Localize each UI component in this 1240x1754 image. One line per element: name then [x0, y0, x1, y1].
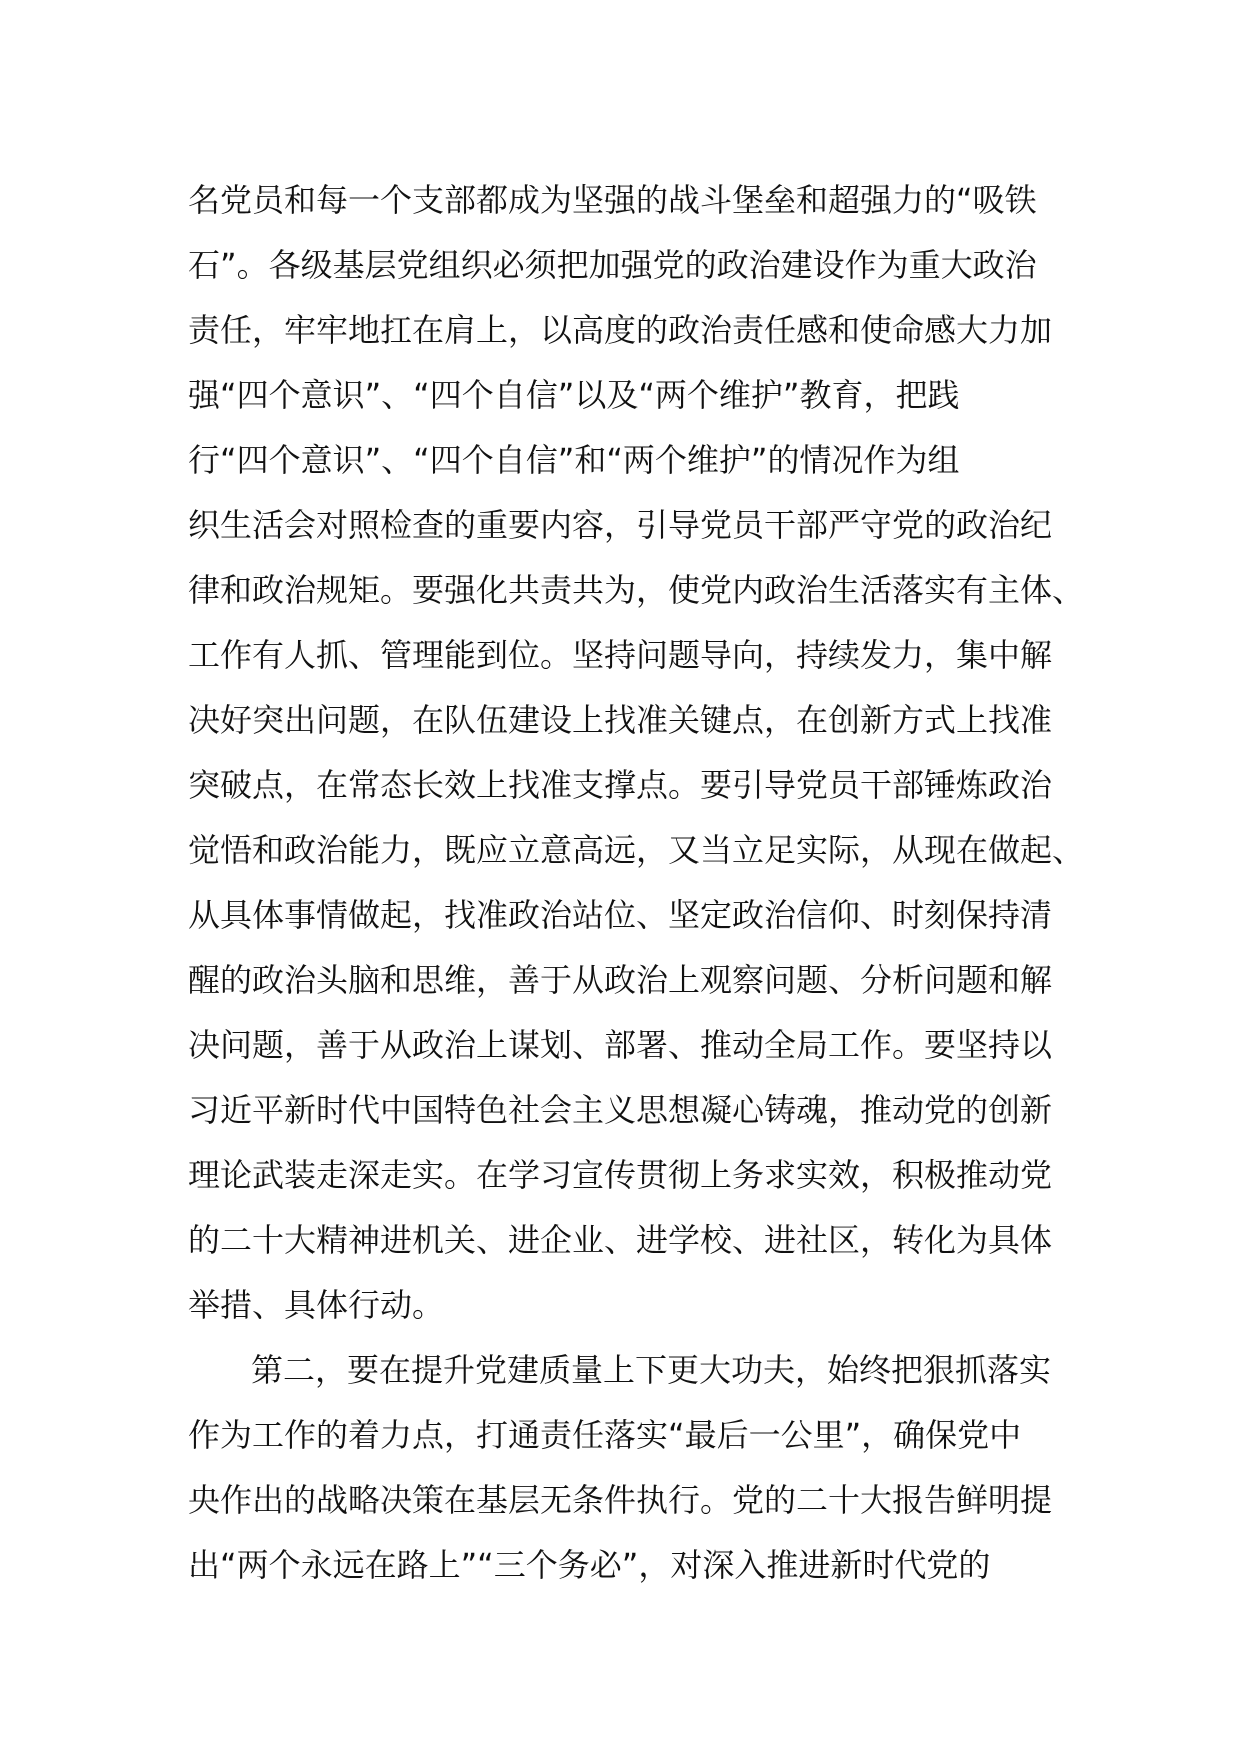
document-body — [188, 168, 1088, 1598]
paragraph-1-line-7: 律和政治规矩。要强化共责共为，使党内政治生活落实有主体、 — [188, 571, 1085, 609]
paragraph-1-line-18: 举措、具体行动。 — [188, 1286, 445, 1324]
paragraph-1-line-5: 行“四个意识”、“四个自信”和“两个维护”的情况作为组 — [188, 441, 960, 479]
paragraph-1-line-3: 责任，牢牢地扛在肩上，以高度的政治责任感和使命感大力加 — [188, 311, 1053, 349]
paragraph-1-line-9: 决好突出问题，在队伍建设上找准关键点，在创新方式上找准 — [188, 701, 1053, 739]
paragraph-1 — [188, 168, 1088, 1338]
paragraph-1-line-13: 醒的政治头脑和思维，善于从政治上观察问题、分析问题和解 — [188, 961, 1053, 999]
paragraph-1-line-16: 理论武装走深走实。在学习宣传贯彻上务求实效，积极推动党 — [188, 1156, 1053, 1194]
paragraph-2-line-1: 第二，要在提升党建质量上下更大功夫，始终把狠抓落实 — [251, 1351, 1052, 1389]
paragraph-1-line-14: 决问题，善于从政治上谋划、部署、推动全局工作。要坚持以 — [188, 1026, 1053, 1064]
paragraph-1-line-12: 从具体事情做起，找准政治站位、坚定政治信仰、时刻保持清 — [188, 896, 1053, 934]
paragraph-2 — [188, 1338, 1088, 1598]
paragraph-1-line-2: 石”。各级基层党组织必须把加强党的政治建设作为重大政治 — [188, 246, 1037, 284]
paragraph-2-line-4: 出“两个永远在路上”“三个务必”，对深入推进新时代党的 — [188, 1546, 991, 1584]
paragraph-1-line-4: 强“四个意识”、“四个自信”以及“两个维护”教育，把践 — [188, 376, 960, 414]
paragraph-1-line-10: 突破点，在常态长效上找准支撑点。要引导党员干部锤炼政治 — [188, 766, 1053, 804]
paragraph-1-line-15: 习近平新时代中国特色社会主义思想凝心铸魂，推动党的创新 — [188, 1091, 1053, 1129]
paragraph-1-line-17: 的二十大精神进机关、进企业、进学校、进社区，转化为具体 — [188, 1221, 1053, 1259]
paragraph-1-line-11: 觉悟和政治能力，既应立意高远，又当立足实际，从现在做起、 — [188, 831, 1085, 869]
paragraph-1-line-1: 名党员和每一个支部都成为坚强的战斗堡垒和超强力的“吸铁 — [188, 181, 1037, 219]
paragraph-1-line-6: 织生活会对照检查的重要内容，引导党员干部严守党的政治纪 — [188, 506, 1053, 544]
paragraph-2-line-3: 央作出的战略决策在基层无条件执行。党的二十大报告鲜明提 — [188, 1481, 1053, 1519]
paragraph-1-line-8: 工作有人抓、管理能到位。坚持问题导向，持续发力，集中解 — [188, 636, 1053, 674]
paragraph-2-line-2: 作为工作的着力点，打通责任落实“最后一公里”，确保党中 — [188, 1416, 1022, 1454]
